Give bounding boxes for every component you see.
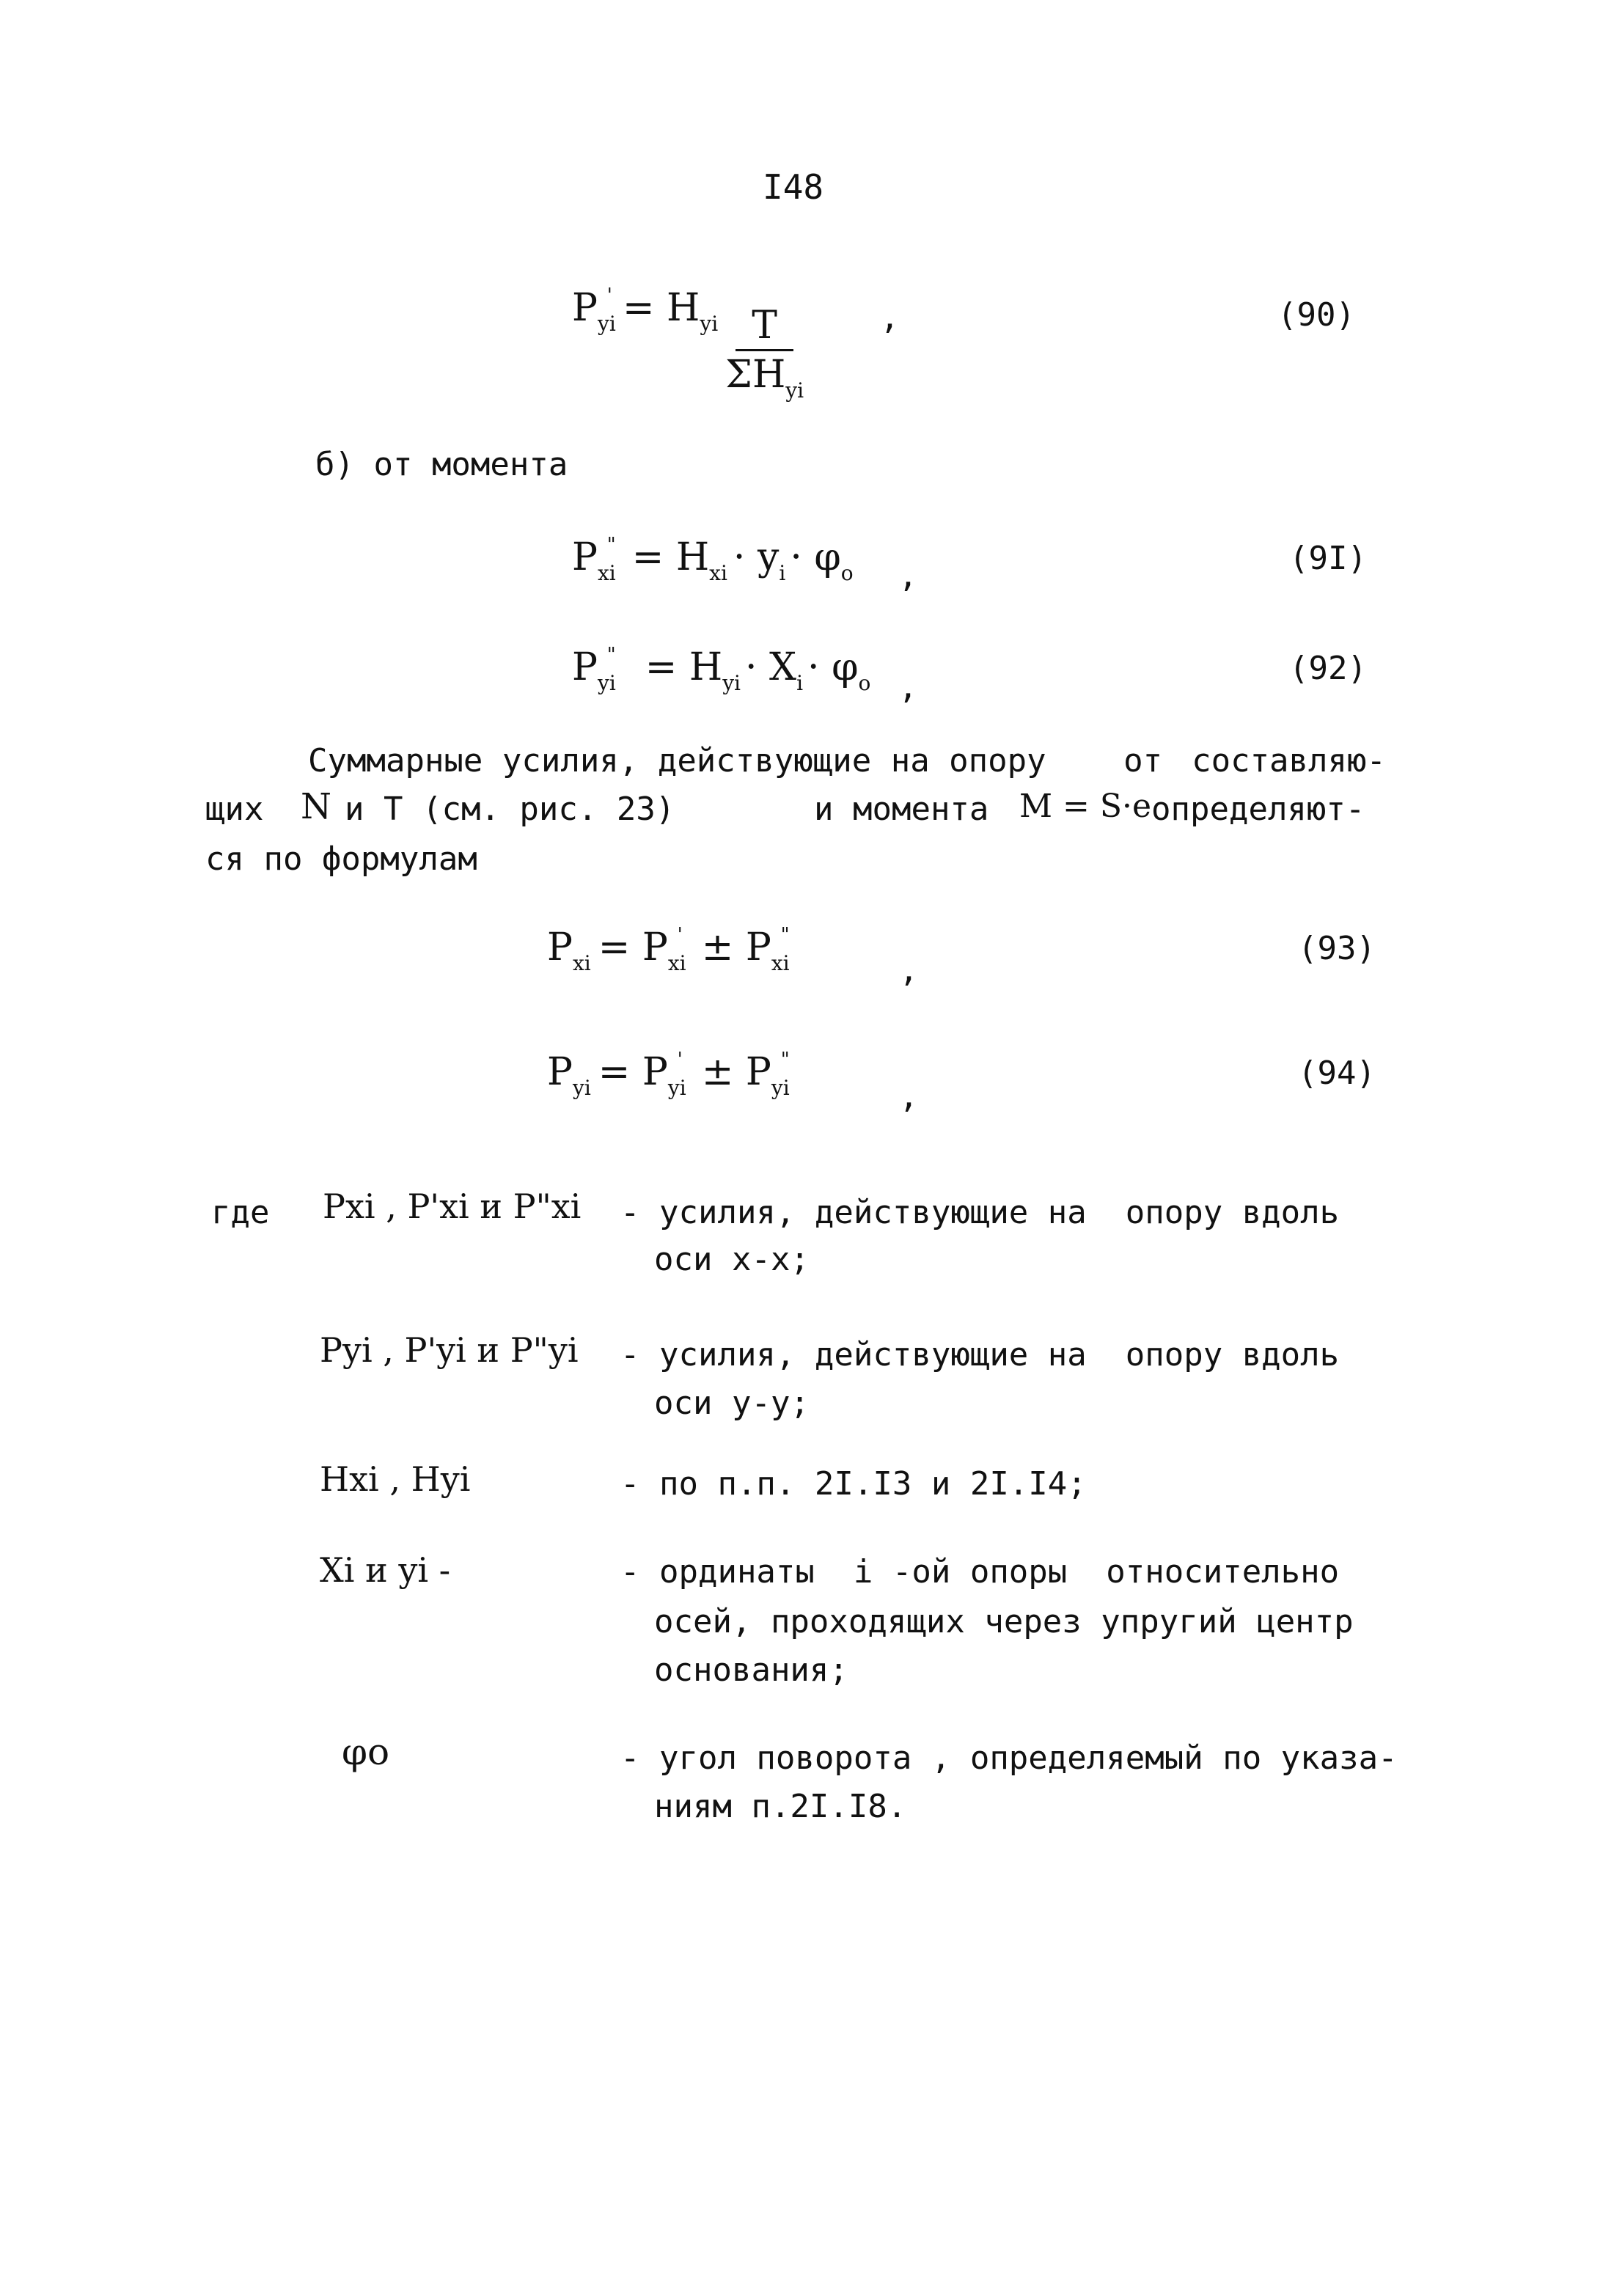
formula-93-number: (93): [1298, 930, 1376, 967]
definition-4-desc-line-3: основания;: [654, 1651, 848, 1689]
formula-90-denominator: [725, 351, 804, 403]
formula-92-rest: · X: [744, 645, 797, 689]
formula-90-lhs-sup: ': [606, 285, 612, 307]
formula-93-punct: ,: [899, 952, 919, 989]
formula-92-number: (92): [1289, 650, 1367, 687]
formula-90-fraction: [725, 304, 804, 403]
formula-91-lhs-sup: ": [606, 534, 616, 556]
formula-91: [572, 534, 854, 585]
formula-94-rest-sup: ": [780, 1049, 790, 1071]
paragraph-line-1-c: составляю-: [1192, 742, 1386, 780]
formula-92-lhs-sub: yi: [598, 671, 616, 695]
formula-90-rhs-sub: yi: [700, 312, 719, 336]
formula-92-rest2: · φ: [807, 645, 859, 689]
formula-94: [547, 1049, 790, 1100]
formula-93: [547, 924, 790, 975]
definition-3-desc-line-1: - по п.п. 2I.I3 и 2I.I4;: [620, 1465, 1087, 1503]
definition-3-symbol: Hxi , Hyi: [320, 1459, 471, 1499]
formula-94-punct: ,: [899, 1078, 919, 1115]
definition-4-desc-line-1: - ординаты i -ой опоры относительно: [620, 1553, 1340, 1591]
paragraph-line-2: [205, 786, 1386, 835]
formula-91-lhs: P: [572, 535, 598, 579]
formula-90-number: (90): [1277, 296, 1355, 334]
formula-91-rest2-sub: o: [840, 561, 854, 585]
definition-1-symbol: Pxi , P'xi и P"xi: [323, 1186, 582, 1226]
definition-1-desc-line-1: - усилия, действующие на опору вдоль: [620, 1194, 1340, 1231]
formula-90-rhs: = H: [622, 286, 700, 330]
formula-90: [572, 285, 804, 403]
paragraph-line-2-b: и Т (см. рис. 23): [345, 791, 675, 828]
formula-90-lhs-sub: yi: [598, 312, 616, 336]
formula-92-lhs: P: [572, 645, 598, 689]
formula-90-numerator: T: [736, 304, 793, 351]
formula-91-rhs: = H: [631, 535, 710, 579]
formula-94-number: (94): [1298, 1055, 1376, 1092]
definition-5-desc-line-2: ниям п.2I.I8.: [654, 1788, 907, 1825]
definition-5-desc-line-1: - угол поворота , определяемый по указа-: [620, 1739, 1398, 1777]
formula-92: [572, 644, 871, 695]
formula-93-lhs: P: [547, 925, 573, 969]
formula-90-den-text: ΣH: [725, 353, 786, 397]
definition-2-desc-line-2: оси y-y;: [654, 1384, 810, 1422]
formula-93-rhs: = P: [598, 925, 668, 969]
paragraph-line-2-c: и момента: [814, 791, 989, 828]
formula-93-lhs-sub: xi: [573, 951, 591, 975]
formula-90-punct: ,: [880, 299, 900, 337]
formula-93-rest-sub: xi: [771, 951, 790, 975]
formula-92-lhs-sup: ": [606, 644, 616, 666]
formula-94-rhs-sub: yi: [667, 1076, 686, 1100]
formula-92-rhs: = H: [645, 645, 723, 689]
paragraph-line-2-N: N: [301, 786, 331, 827]
definition-2-symbol: Pyi , P'yi и P"yi: [320, 1330, 579, 1370]
formula-91-lhs-sub: xi: [598, 561, 616, 585]
formula-93-rest: ± P: [701, 925, 771, 969]
moment-heading: б) от момента: [315, 446, 568, 483]
definition-2-desc-line-1: - усилия, действующие на опору вдоль: [620, 1336, 1340, 1373]
paragraph-line-3: ся по формулам: [205, 840, 477, 878]
formula-92-rest2-sub: o: [858, 671, 871, 695]
formula-94-rest: ± P: [701, 1050, 771, 1094]
formula-91-punct: ,: [898, 557, 918, 595]
formula-94-rhs: = P: [598, 1050, 668, 1094]
definition-4-desc-line-2: осей, проходящих через упругий центр: [654, 1603, 1354, 1640]
formula-90-lhs: P: [572, 286, 598, 330]
formula-91-rest2: · φ: [790, 535, 841, 579]
definition-5-symbol: φo: [342, 1731, 390, 1773]
paragraph-line-1-a: Суммарные усилия, действующие на опору: [308, 742, 1046, 780]
paragraph-line-1-b: от: [1123, 742, 1163, 780]
formula-94-lhs: P: [547, 1050, 573, 1094]
paragraph-line-2-a: щих: [205, 791, 264, 828]
formula-94-rhs-sup: ': [677, 1049, 683, 1071]
formula-91-rest-sub: i: [779, 561, 786, 585]
formula-94-lhs-sub: yi: [573, 1076, 591, 1100]
formula-92-rest-sub: i: [796, 671, 804, 695]
paragraph-line-2-d: определяют-: [1151, 791, 1365, 828]
definition-1-desc-line-2: оси x-x;: [654, 1241, 810, 1278]
formula-90-den-sub: yi: [785, 378, 804, 403]
formula-92-punct: ,: [898, 669, 918, 706]
formula-93-rhs-sub: xi: [667, 951, 686, 975]
paragraph-line-1: [308, 742, 1386, 780]
where-label: где: [211, 1194, 270, 1231]
definition-4-symbol: Xi и yi -: [320, 1550, 451, 1590]
formula-91-rest: · y: [733, 535, 780, 579]
formula-91-number: (9I): [1289, 540, 1367, 577]
formula-91-rhs-sub: xi: [709, 561, 727, 585]
formula-93-rhs-sup: ': [677, 924, 683, 946]
paragraph-line-2-M: M = S·e: [1019, 788, 1152, 825]
formula-94-rest-sub: yi: [771, 1076, 790, 1100]
formula-92-rhs-sub: yi: [722, 671, 741, 695]
page-number: I48: [763, 167, 824, 207]
formula-93-rest-sup: ": [780, 924, 790, 946]
